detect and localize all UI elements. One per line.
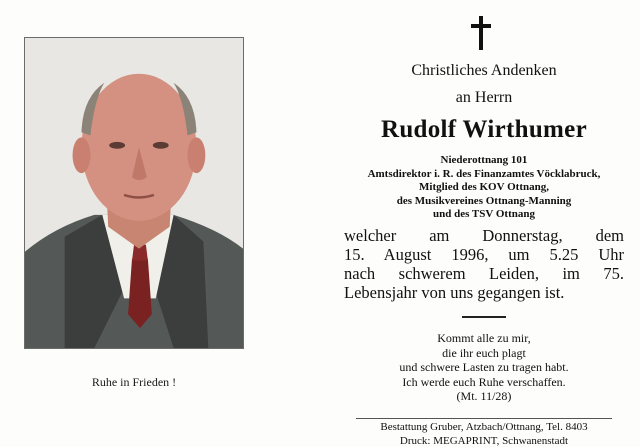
notice-line: nach schwerem Leiden, im 75.: [344, 264, 624, 283]
detail-line: Amtsdirektor i. R. des Finanzamtes Vöcklabruck,: [367, 167, 601, 180]
card-subheading: an Herrn: [455, 89, 513, 106]
deceased-name: Rudolf Wirthumer: [381, 116, 587, 143]
deceased-details: [338, 154, 630, 222]
footer-divider: [356, 418, 612, 419]
card-footer: [338, 420, 630, 448]
portrait-illustration: [25, 38, 243, 348]
verse-line: die ihr euch plagt: [442, 345, 526, 360]
verse-line: Ich werde euch Ruhe verschaffen.: [402, 374, 566, 389]
death-notice-text: [344, 226, 624, 302]
verse-reference: (Mt. 11/28): [456, 389, 512, 403]
funeral-home-line: Bestattung Gruber, Atzbach/Ottnang, Tel. 8403: [380, 421, 588, 433]
detail-line: des Musikvereines Ottnang-Manning: [396, 194, 572, 207]
portrait-photo: [24, 37, 244, 349]
rest-in-peace-caption: Ruhe in Frieden !: [91, 375, 177, 389]
verse-line: Kommt alle zu mir,: [437, 331, 531, 345]
notice-line: Lebensjahr von uns gegangen ist.: [344, 283, 565, 302]
cross-icon: [471, 16, 491, 50]
detail-line: Niederottnang 101: [440, 154, 528, 166]
notice-line: 15. August 1996, um 5.25 Uhr: [344, 245, 624, 264]
card-heading: Christliches Andenken: [411, 62, 557, 79]
verse-line: und schwere Lasten zu tragen habt.: [399, 360, 569, 374]
notice-line: welcher am Donnerstag, dem: [344, 226, 624, 245]
divider: [462, 316, 506, 318]
printer-line: Druck: MEGAPRINT, Schwanenstadt: [399, 435, 569, 447]
detail-line: und des TSV Ottnang: [432, 208, 535, 220]
bible-verse: [338, 331, 630, 404]
detail-line: Mitglied des KOV Ottnang,: [419, 181, 549, 193]
